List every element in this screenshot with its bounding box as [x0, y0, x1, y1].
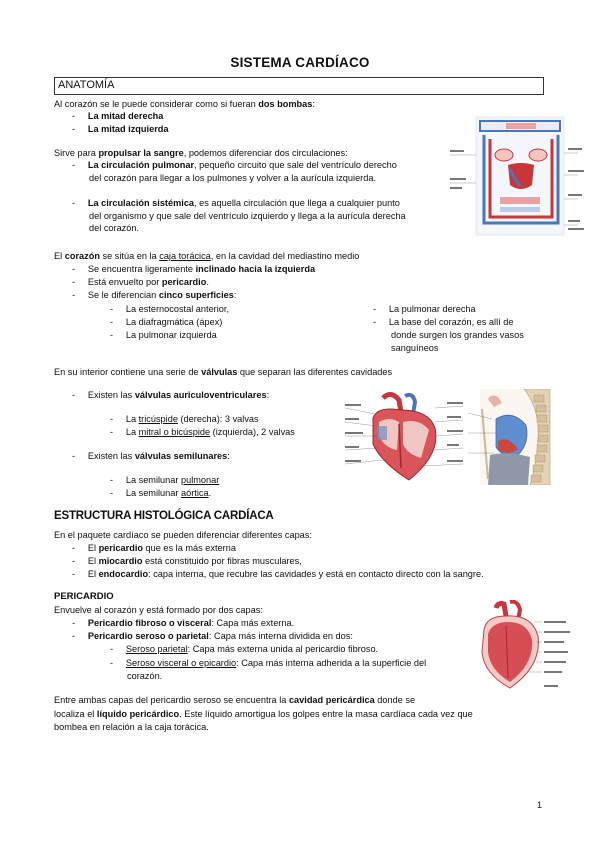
list-item: - Seroso visceral o epicardio: Capa más interna adherida a la superficie del — [110, 658, 427, 668]
list-item: - La esternocostal anterior, — [110, 304, 229, 314]
list-item: - Se encuentra ligeramente inclinado hacia la izquierda — [72, 264, 316, 274]
pericardium-diagram — [476, 600, 576, 692]
text-line: localiza el líquido pericárdico. Este líquido amortigua los golpes entre la masa cardíaca cada vez que — [54, 709, 473, 719]
list-item: - Está envuelto por pericardio. — [72, 277, 209, 287]
list-item: - La pulmonar izquierda — [110, 330, 217, 340]
thorax-section-diagram — [468, 389, 554, 485]
text-line: En el paquete cardíaco se pueden diferenciar diferentes capas: — [54, 530, 312, 540]
text-line: Entre ambas capas del pericardio seroso se encuentra la cavidad pericárdica donde se — [54, 695, 416, 705]
intro-line: Al corazón se le puede considerar como si fueran dos bombas: — [54, 99, 315, 109]
page-number: 1 — [537, 800, 543, 810]
list-item: - Se le diferencian cinco superficies: — [72, 290, 237, 300]
text-line: sanguíneos — [391, 343, 439, 353]
list-item: - La base del corazón, es allí de — [373, 317, 514, 327]
circulation-intro: Sirve para propulsar la sangre, podemos diferenciar dos circulaciones: — [54, 148, 348, 158]
location-line: El corazón se sitúa en la caja torácica, en la cavidad del mediastino medio — [54, 251, 360, 261]
list-item: - Existen las válvulas semilunares: — [72, 451, 230, 461]
list-item: - El miocardio está constituido por fibras musculares, — [72, 556, 302, 566]
text-line: del corazón para llegar a los pulmones y volver a la aurícula izquierda. — [89, 173, 377, 183]
heart-valves-diagram — [343, 388, 465, 486]
text-line: del corazón. — [89, 223, 140, 233]
list-item: - La circulación sistémica, es aquella circulación que llega a cualquier punto — [72, 198, 400, 208]
valves-intro: En su interior contiene una serie de válvulas que separan las diferentes cavidades — [54, 367, 393, 377]
list-item: - La mitral o bicúspide (izquierda), 2 valvas — [110, 427, 295, 437]
page-title: SISTEMA CARDÍACO — [230, 55, 370, 70]
section-heading-histologica: ESTRUCTURA HISTOLÓGICA CARDÍACA — [54, 510, 274, 522]
list-item: - La mitad derecha — [72, 111, 164, 121]
list-item: - Seroso parietal: Capa más externa unida al pericardio fibroso. — [110, 644, 379, 654]
list-item: - Pericardio seroso o parietal: Capa más interna dividida en dos: — [72, 631, 353, 641]
list-item: - La semilunar aórtica. — [110, 488, 212, 498]
circulation-diagram — [446, 113, 588, 243]
list-item: - La diafragmática (ápex) — [110, 317, 223, 327]
text-line: corazón. — [127, 671, 163, 681]
text-line: Envuelve al corazón y está formado por dos capas: — [54, 605, 263, 615]
section-heading: ANATOMÍA — [58, 79, 115, 91]
list-item: - La semilunar pulmonar — [110, 475, 220, 485]
section-heading-box — [54, 77, 544, 95]
list-item: - La circulación pulmonar, pequeño circuito que sale del ventrículo derecho — [72, 160, 397, 170]
list-item: - La pulmonar derecha — [373, 304, 476, 314]
list-item: - La mitad izquierda — [72, 124, 169, 134]
list-item: - El pericardio que es la más externa — [72, 543, 236, 553]
text-line: del organismo y que sale del ventrículo izquierdo y llega a la aurícula derecha — [89, 211, 406, 221]
section-heading-pericardio: PERICARDIO — [54, 591, 114, 602]
list-item: - Pericardio fibroso o visceral: Capa más externa. — [72, 618, 295, 628]
list-item: - La tricúspide (derecha): 3 valvas — [110, 414, 259, 424]
list-item: - Existen las válvulas auriculoventriculares: — [72, 390, 270, 400]
text-line: donde surgen los grandes vasos — [391, 330, 524, 340]
list-item: - El endocardio: capa interna, que recubre las cavidades y está en contacto directo con la sangre. — [72, 569, 484, 579]
text-line: bombea en relación a la caja torácica. — [54, 722, 209, 732]
